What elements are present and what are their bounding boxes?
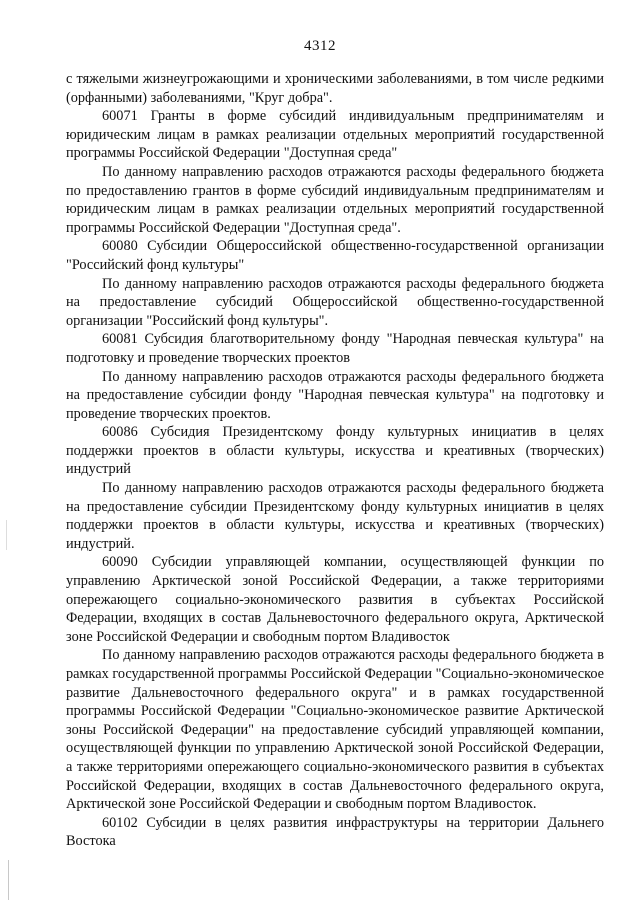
paragraph-60102-heading: 60102 Субсидии в целях развития инфраструктуры на территории Дальнего Востока [66, 814, 604, 850]
paragraph-60071-heading: 60071 Гранты в форме субсидий индивидуальным предпринимателям и юридическим лицам в рамках реализации отдельных мероприятий государственной программы Российской Федерации "Доступная среда" [66, 108, 604, 162]
paragraph-60081-description: По данному направлению расходов отражаются расходы федерального бюджета на предоставление субсидии фонду "Народная певческая культура" на подготовку и проведение творческих проектов. [66, 368, 604, 422]
paragraph-60080-description: По данному направлению расходов отражаются расходы федерального бюджета на предоставление субсидий Общероссийской общественно-государственной организации "Российский фонд культуры". [66, 275, 604, 329]
scan-artifact-line [8, 860, 9, 900]
paragraph-60080-heading: 60080 Субсидии Общероссийской общественно-государственной организации "Российский фонд культуры" [66, 238, 604, 273]
document-body [66, 70, 604, 851]
paragraph-60086-heading: 60086 Субсидия Президентскому фонду культурных инициатив в целях поддержки проектов в области культуры, искусства и креативных (творческих) индустрий [66, 424, 604, 478]
scan-artifact-line [6, 520, 7, 550]
paragraph-60090-description: По данному направлению расходов отражаются расходы федерального бюджета в рамках государственной программы Российской Федерации "Социально-экономическое развитие Дальневосточного федерального округа" и в рамках государственной программы Российской Федерации "Социально-экономическое развитие Арктической зоны Российской Федерации" на предоставление субсидий управляющей компании, осуществляющей функции по управлению Арктической зоной Российской Федерации, а также территориями опережающего социально-экономического развития в субъектах Российской Федерации, входящих в состав Дальневосточного федерального округа, Арктической зоне Российской Федерации и свободным портом Владивосток. [66, 647, 604, 813]
paragraph-60081-heading: 60081 Субсидия благотворительному фонду "Народная певческая культура" на подготовку и проведение творческих проектов [66, 331, 604, 366]
paragraph-continuation: с тяжелыми жизнеугрожающими и хроническими заболеваниями, в том числе редкими (орфанными) заболеваниями, "Круг добра". [66, 71, 604, 106]
paragraph-60071-description: По данному направлению расходов отражаются расходы федерального бюджета по предоставлению грантов в форме субсидий индивидуальным предпринимателям и юридическим лицам в рамках реализации отдельных мероприятий государственной программы Российской Федерации "Доступная среда". [66, 163, 604, 236]
paragraph-60086-description: По данному направлению расходов отражаются расходы федерального бюджета на предоставление субсидии Президентскому фонду культурных инициатив в целях поддержки проектов в области культуры, искусства и креативных (творческих) индустрий. [66, 480, 604, 552]
page-number: 4312 [304, 38, 336, 54]
paragraph-60090-heading: 60090 Субсидии управляющей компании, осуществляющей функции по управлению Арктической зоной Российской Федерации, а также территориями опережающего социально-экономического развития в субъектах Российской Федерации, входящих в состав Дальневосточного федерального округа, Арктической зоне Российской Федерации и свободным портом Владивосток [66, 554, 604, 645]
